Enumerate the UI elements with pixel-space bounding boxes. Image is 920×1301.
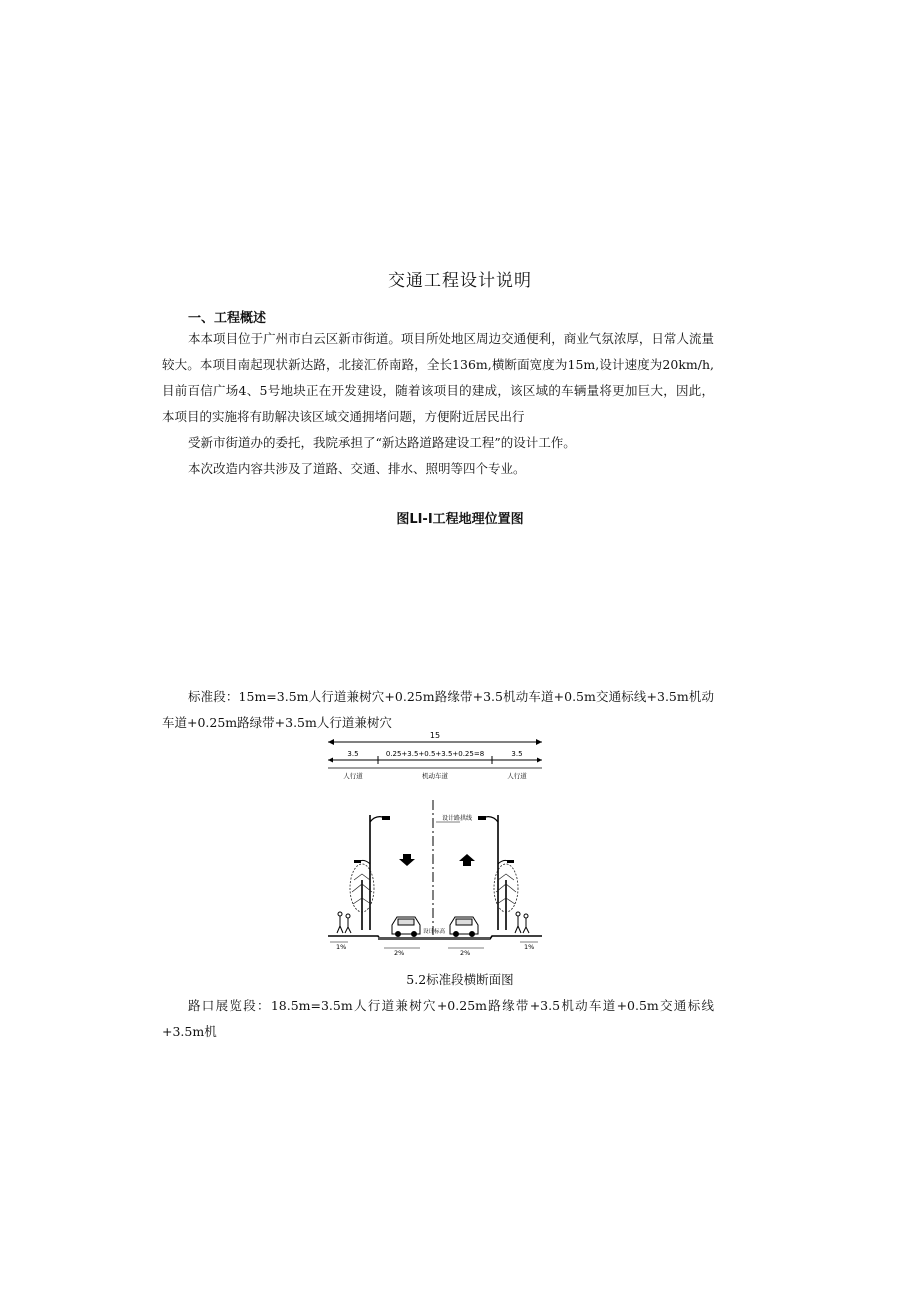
paragraph-standard-section: 标准段：15m=3.5m人行道兼树穴+0.25m路缘带+3.5机动车道+0.5m交通标线+3.5m机动车道+0.25m路绿带+3.5m人行道兼树穴 [162,689,714,730]
car-left-icon [392,917,420,937]
paragraph-commission: 受新市街道办的委托，我院承担了“新达路道路建设工程”的设计工作。 [188,435,576,450]
document-title: 交通工程设计说明 [388,271,532,291]
pedestrian-left-icon [337,912,351,933]
car-right-icon [450,917,478,937]
label-elevation: 设计标高 [422,929,446,935]
arrow-down-icon [399,854,415,866]
label-centerline: 设计路拱线 [442,815,473,822]
slope-inner-left: 2% [394,949,405,957]
dim-left: 3.5 [347,750,359,758]
paragraph-intersection-section: 路口展览段：18.5m=3.5m人行道兼树穴+0.25m路缘带+3.5机动车道+0.5m交通标线+3.5m机 [162,998,714,1039]
slope-outer-right: 1% [524,943,535,951]
slope-inner-right: 2% [460,949,471,957]
paragraph-scope: 本次改造内容共涉及了道路、交通、排水、照明等四个专业。 [188,461,526,476]
dim-middle: 0.25+3.5+0.5+3.5+0.25=8 [385,750,485,758]
paragraph-overview: 本本项目位于广州市白云区新市街道。项目所处地区周边交通便利，商业气氛浓厚，日常人流量较大。本项目南起现状新达路，北接汇侨南路，全长136m,横断面宽度为15m,设计速度为20km/h,目前百信广场4、5号地块正在开发建设，随着该项目的建成，该区域的车辆量将更加巨大，因此，本项目的实施将有助解决该区域交通拥堵问题，方便附近居民出行 [162,331,714,424]
label-right-sidewalk: 人行道 [507,772,527,780]
arrow-up-icon [459,854,475,866]
slope-outer-left: 1% [336,943,347,951]
figure-section-caption: 5.2标准段横断面图 [406,972,514,987]
section-heading: 一、工程概述 [188,311,267,326]
pedestrian-right-icon [515,912,529,933]
figure-location-caption: 图LI-I工程地理位置图 [396,512,524,527]
dim-right: 3.5 [511,750,523,758]
dim-total: 15 [429,731,441,740]
cross-section-diagram [320,730,550,960]
label-left-sidewalk: 人行道 [343,772,363,780]
label-carriageway: 机动车道 [422,772,448,780]
